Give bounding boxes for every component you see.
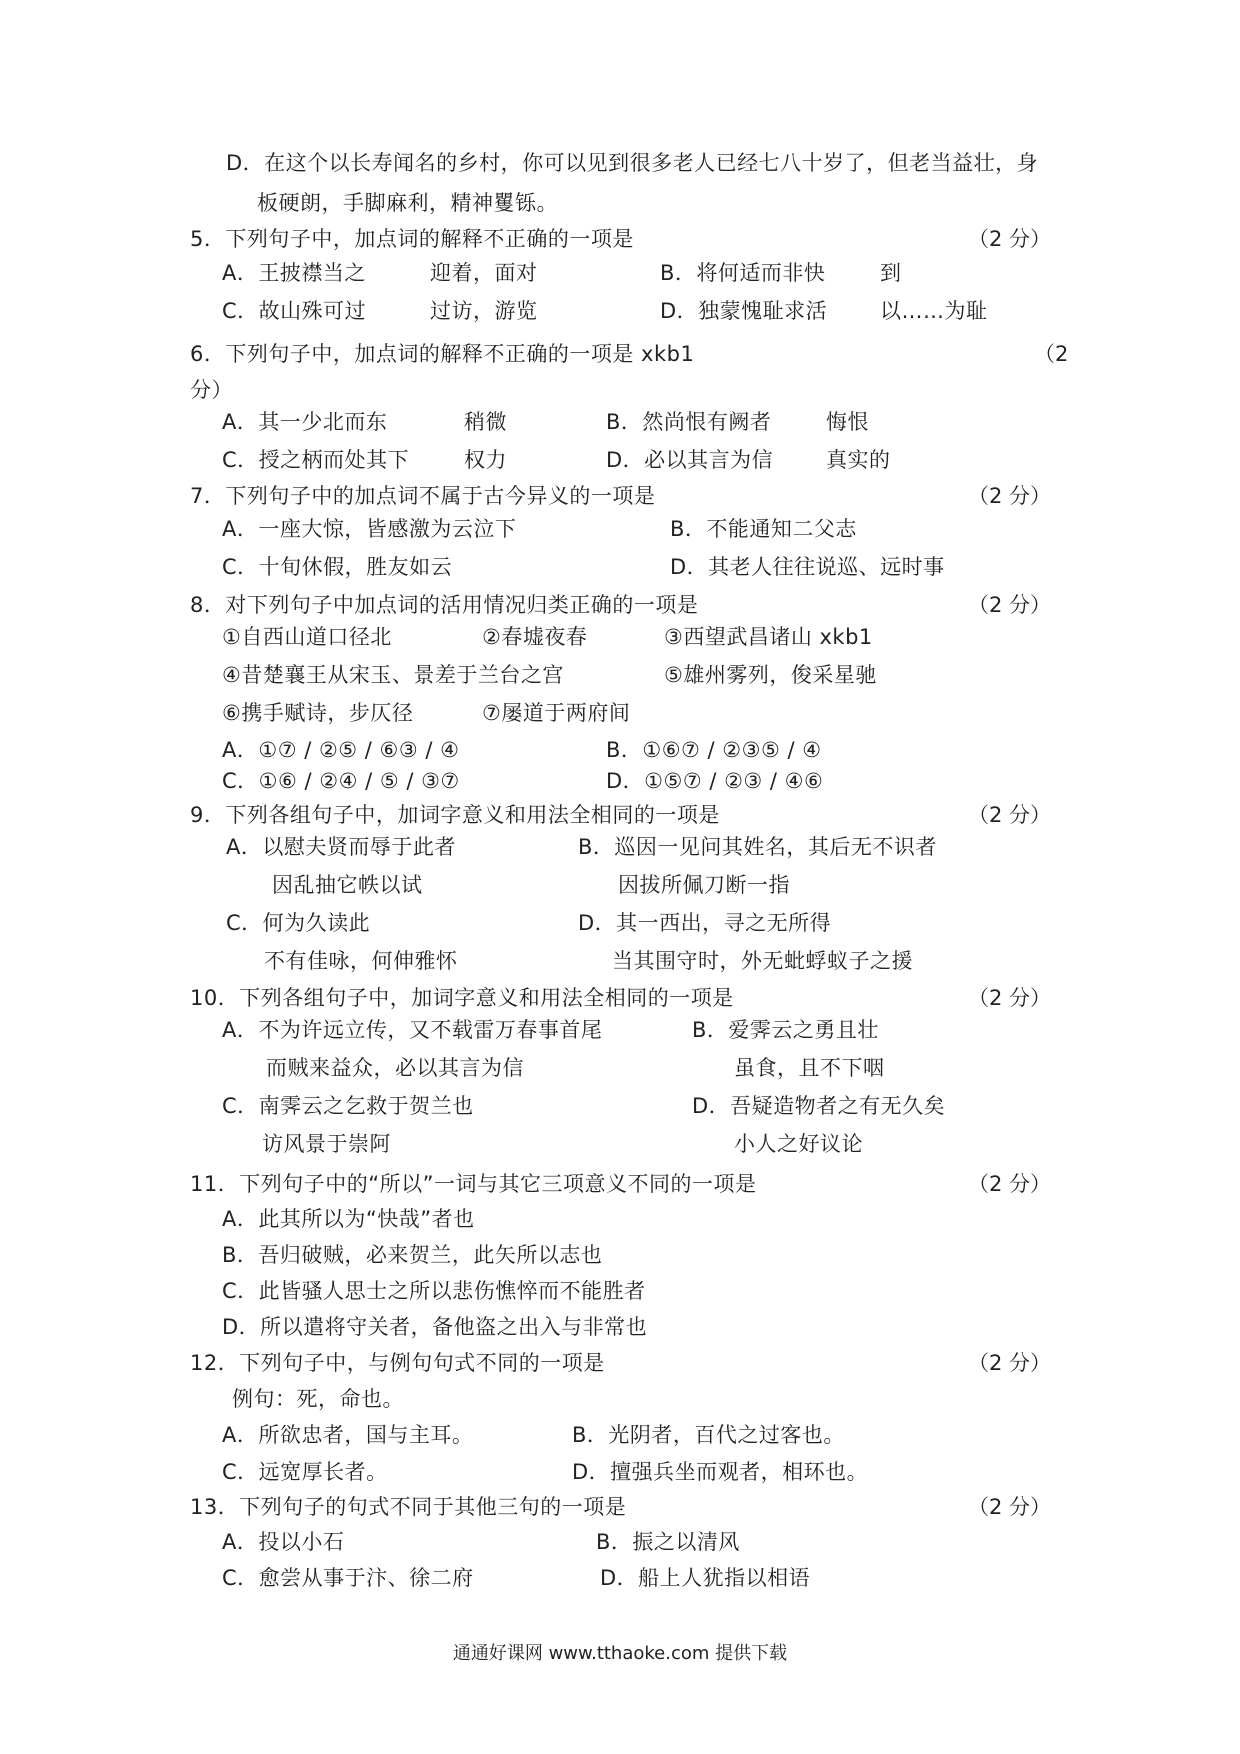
- q6-points: （2: [1034, 342, 1069, 366]
- q9-option-b-2: 因拔所佩刀断一指: [618, 873, 790, 897]
- q7-option-d: D．其老人往往说巡、远时事: [670, 555, 945, 579]
- q5-option-d-gloss: 以……为耻: [880, 299, 988, 323]
- q7-option-b: B．不能通知二父志: [670, 517, 857, 541]
- q13-stem: 13．下列句子的句式不同于其他三句的一项是: [190, 1495, 627, 1519]
- q12-example: 例句：死，命也。: [232, 1387, 404, 1411]
- q8-sentence-2: ②春墟夜春: [482, 625, 588, 649]
- q6-stem: 6．下列句子中，加点词的解释不正确的一项是 xkb1: [190, 342, 695, 366]
- q10-option-a-2: 而贼来益众，必以其言为信: [266, 1056, 524, 1080]
- q10-option-d-1: D．吾疑造物者之有无久矣: [692, 1094, 946, 1118]
- q5-option-a-gloss: 迎着，面对: [430, 261, 538, 285]
- q13-option-c: C．愈尝从事于汴、徐二府: [222, 1566, 474, 1590]
- q5-option-c: C．故山殊可过: [222, 299, 367, 323]
- page-footer: 通通好课网 www.tthaoke.com 提供下载: [452, 1643, 788, 1664]
- q6-points-cont: 分）: [190, 378, 233, 402]
- q6-option-d-gloss: 真实的: [826, 448, 891, 472]
- q6-option-c-gloss: 权力: [464, 448, 507, 472]
- q10-option-b-2: 虽食，且不下咽: [734, 1056, 885, 1080]
- q7-points: （2 分）: [968, 484, 1052, 508]
- q10-option-a-1: A．不为许远立传，又不载雷万春事首尾: [222, 1018, 603, 1042]
- q10-points: （2 分）: [968, 986, 1052, 1010]
- q13-option-b: B．振之以清风: [596, 1530, 740, 1554]
- q8-sentence-7: ⑦屡道于两府间: [482, 701, 631, 725]
- q7-stem: 7．下列句子中的加点词不属于古今异义的一项是: [190, 484, 656, 508]
- q6-option-c: C．授之柄而处其下: [222, 448, 410, 472]
- q10-option-b-1: B．爱霁云之勇且壮: [692, 1018, 879, 1042]
- q6-option-b: B．然尚恨有阙者: [606, 410, 772, 434]
- q8-stem: 8．对下列句子中加点词的活用情况归类正确的一项是: [190, 593, 699, 617]
- q8-option-a: A．①⑦ / ②⑤ / ⑥③ / ④: [222, 738, 460, 762]
- q10-option-c-1: C．南霁云之乞救于贺兰也: [222, 1094, 474, 1118]
- q8-sentence-6: ⑥携手赋诗，步仄径: [222, 701, 414, 725]
- q13-option-a: A．投以小石: [222, 1530, 345, 1554]
- q8-option-c: C．①⑥ / ②④ / ⑤ / ③⑦: [222, 769, 460, 793]
- q7-option-c: C．十旬休假，胜友如云: [222, 555, 453, 579]
- q13-points: （2 分）: [968, 1495, 1052, 1519]
- q12-option-a: A．所欲忠者，国与主耳。: [222, 1423, 474, 1447]
- q9-option-a-2: 因乱抽它帙以试: [272, 873, 423, 897]
- q6-option-d: D．必以其言为信: [606, 448, 774, 472]
- q12-points: （2 分）: [968, 1351, 1052, 1375]
- q4-option-d-line2: 板硬朗，手脚麻利，精神矍铄。: [257, 191, 558, 215]
- q6-option-b-gloss: 悔恨: [826, 410, 869, 434]
- q9-option-b-1: B．巡因一见问其姓名，其后无不识者: [578, 835, 937, 859]
- q5-option-d: D．独蒙愧耻求活: [660, 299, 828, 323]
- q5-option-b-gloss: 到: [880, 261, 902, 285]
- q11-option-a: A．此其所以为“快哉”者也: [222, 1207, 475, 1231]
- q5-option-c-gloss: 过访，游览: [430, 299, 538, 323]
- q11-stem: 11．下列句子中的“所以”一词与其它三项意义不同的一项是: [190, 1172, 757, 1196]
- q9-option-d-1: D．其一西出，寻之无所得: [578, 911, 832, 935]
- q11-option-d: D．所以遣将守关者，备他盗之出入与非常也: [222, 1315, 648, 1339]
- q10-stem: 10．下列各组句子中，加词字意义和用法全相同的一项是: [190, 986, 734, 1010]
- q6-option-a: A．其一少北而东: [222, 410, 388, 434]
- q8-option-d: D．①⑤⑦ / ②③ / ④⑥: [606, 769, 824, 793]
- q10-option-d-2: 小人之好议论: [734, 1132, 863, 1156]
- q13-option-d: D．船上人犹指以相语: [600, 1566, 811, 1590]
- q11-option-b: B．吾归破贼，必来贺兰，此矢所以志也: [222, 1243, 603, 1267]
- q9-option-c-1: C．何为久读此: [226, 911, 371, 935]
- q5-stem: 5．下列句子中，加点词的解释不正确的一项是: [190, 227, 634, 251]
- q12-option-c: C．远宽厚长者。: [222, 1460, 388, 1484]
- q11-option-c: C．此皆骚人思士之所以悲伤憔悴而不能胜者: [222, 1279, 646, 1303]
- q8-points: （2 分）: [968, 593, 1052, 617]
- q9-option-d-2: 当其围守时，外无蚍蜉蚁子之援: [612, 949, 913, 973]
- q6-option-a-gloss: 稍微: [464, 410, 507, 434]
- q12-option-b: B．光阴者，百代之过客也。: [572, 1423, 845, 1447]
- q7-option-a: A．一座大惊，皆感激为云泣下: [222, 517, 517, 541]
- q5-points: （2 分）: [968, 227, 1052, 251]
- q5-option-a: A．王披襟当之: [222, 261, 366, 285]
- q10-option-c-2: 访风景于崇阿: [262, 1132, 391, 1156]
- q12-option-d: D．擅强兵坐而观者，相环也。: [572, 1460, 869, 1484]
- q9-option-c-2: 不有佳咏，何伸雅怀: [264, 949, 458, 973]
- q8-sentence-1: ①自西山道口径北: [222, 625, 392, 649]
- q4-option-d-line1: D．在这个以长寿闻名的乡村，你可以见到很多老人已经七八十岁了，但老当益壮，身: [226, 151, 1039, 175]
- q8-option-b: B．①⑥⑦ / ②③⑤ / ④: [606, 738, 822, 762]
- q11-points: （2 分）: [968, 1172, 1052, 1196]
- q9-option-a-1: A．以慰夫贤而辱于此者: [226, 835, 456, 859]
- q9-points: （2 分）: [968, 803, 1052, 827]
- q9-stem: 9．下列各组句子中，加词字意义和用法全相同的一项是: [190, 803, 720, 827]
- q8-sentence-5: ⑤雄州雾列，俊采星驰: [664, 663, 877, 687]
- q8-sentence-4: ④昔楚襄王从宋玉、景差于兰台之宫: [222, 663, 564, 687]
- q8-sentence-3: ③西望武昌诸山 xkb1: [664, 625, 873, 649]
- q5-option-b: B．将何适而非快: [660, 261, 826, 285]
- q12-stem: 12．下列句子中，与例句句式不同的一项是: [190, 1351, 605, 1375]
